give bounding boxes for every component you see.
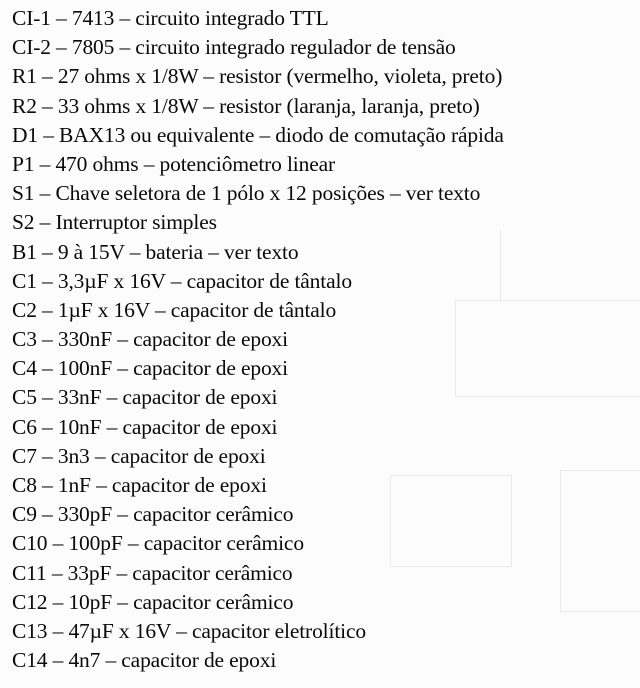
- parts-list-item: C11 – 33pF – capacitor cerâmico: [12, 560, 293, 585]
- parts-list-item: R1 – 27 ohms x 1/8W – resistor (vermelho, violeta, preto): [12, 64, 503, 89]
- parts-list-item: C3 – 330nF – capacitor de epoxi: [12, 327, 288, 352]
- parts-list-item: B1 – 9 à 15V – bateria – ver texto: [12, 239, 299, 264]
- parts-list-item: C14 – 4n7 – capacitor de epoxi: [12, 648, 277, 673]
- parts-list-item: P1 – 470 ohms – potenciômetro linear: [12, 151, 336, 176]
- parts-list-item: S2 – Interruptor simples: [12, 210, 217, 235]
- parts-list-item: C13 – 47µF x 16V – capacitor eletrolítico: [12, 618, 366, 643]
- parts-list-item: D1 – BAX13 ou equivalente – diodo de comutação rápida: [12, 122, 504, 147]
- parts-list-item: C6 – 10nF – capacitor de epoxi: [12, 414, 278, 439]
- parts-list-item: C5 – 33nF – capacitor de epoxi: [12, 385, 278, 410]
- parts-list-item: C8 – 1nF – capacitor de epoxi: [12, 473, 267, 497]
- bleed-through-box: [560, 470, 640, 612]
- parts-list-item: R2 – 33 ohms x 1/8W – resistor (laranja, laranja, preto): [12, 93, 480, 118]
- parts-list-item: C2 – 1µF x 16V – capacitor de tântalo: [12, 297, 337, 322]
- parts-list-item: C12 – 10pF – capacitor cerâmico: [12, 589, 294, 614]
- parts-list-item: S1 – Chave seletora de 1 pólo x 12 posições – ver texto: [12, 181, 481, 206]
- parts-list-item: C9 – 330pF – capacitor cerâmico: [12, 502, 294, 527]
- parts-list-item: C7 – 3n3 – capacitor de epoxi: [12, 443, 266, 468]
- parts-list-item: CI-2 – 7805 – circuito integrado regulador de tensão: [12, 35, 456, 60]
- parts-list: [12, 4, 504, 675]
- parts-list-item: CI-1 – 7413 – circuito integrado TTL: [12, 6, 329, 30]
- parts-list-item: C4 – 100nF – capacitor de epoxi: [12, 356, 288, 381]
- parts-list-item: C10 – 100pF – capacitor cerâmico: [12, 531, 304, 556]
- parts-list-item: C1 – 3,3µF x 16V – capacitor de tântalo: [12, 268, 352, 293]
